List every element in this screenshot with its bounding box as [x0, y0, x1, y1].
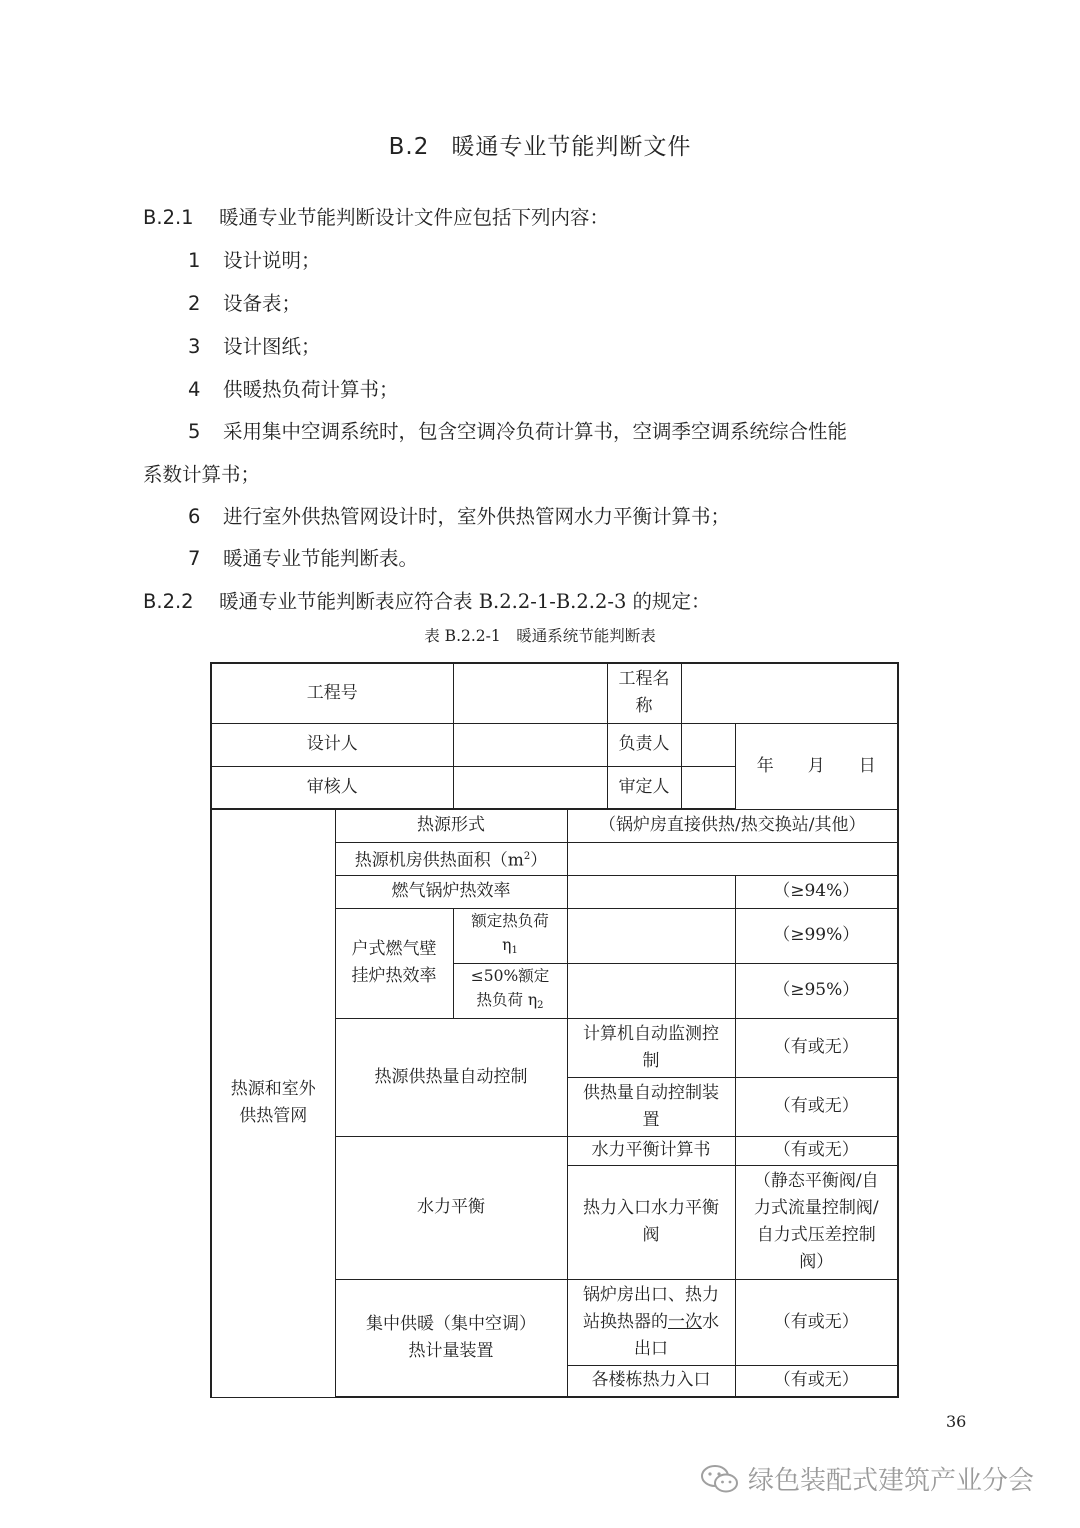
cell-gas-boiler-requirement: （≥94%） — [735, 875, 898, 908]
cell-heating-area-value — [567, 842, 898, 875]
label-line: 挂炉热效率 — [351, 966, 437, 986]
list-item — [188, 245, 321, 273]
label-line: 置 — [642, 1109, 660, 1130]
cell-gas-boiler: 燃气锅炉热效率 — [335, 875, 567, 908]
cell-date: 年 月 日 — [735, 723, 898, 809]
label-line: η — [502, 935, 512, 954]
cell-approver-label: 审定人 — [607, 766, 681, 809]
cell-building-entry-value: （有或无） — [735, 1365, 898, 1397]
label-line: 计算机自动监测控 — [583, 1023, 719, 1044]
cell-project-name-label — [607, 663, 681, 723]
label-line: 供热量自动控制装 — [583, 1082, 719, 1103]
cell-gas-boiler-value — [567, 875, 735, 908]
cell-heat-source-form-value: （锅炉房直接供热/热交换站/其他） — [567, 809, 898, 842]
clause-b222 — [143, 586, 711, 614]
cell-designer-label: 设计人 — [211, 723, 453, 766]
watermark — [700, 1460, 1034, 1497]
item-number: 4 — [188, 378, 201, 401]
item-text: 进行室外供热管网设计时，室外供热管网水力平衡计算书； — [223, 505, 731, 528]
cell-computer-monitor-value: （有或无） — [735, 1018, 898, 1077]
cell-auto-control: 热源供热量自动控制 — [335, 1018, 567, 1136]
label-underlined: 一次 — [668, 1311, 702, 1332]
cell-supply-control-value: （有或无） — [735, 1077, 898, 1136]
label-line: 供热管网 — [239, 1106, 308, 1127]
cell-responsible-label: 负责人 — [607, 723, 681, 766]
cell-balance-calc-value: （有或无） — [735, 1136, 898, 1165]
label-line: 力式流量控制阀/ — [753, 1198, 879, 1218]
cell-hydraulic-balance: 水力平衡 — [335, 1136, 567, 1279]
table-row — [211, 809, 898, 842]
cell-responsible-value — [681, 723, 735, 766]
item-text: 设备表； — [223, 292, 302, 315]
table-caption: 表 B.2.2-1 暖通系统节能判断表 — [424, 627, 656, 645]
label-line: 额定热负荷 — [471, 911, 549, 930]
item-number: 7 — [188, 547, 201, 570]
cell-group-label — [211, 809, 335, 1397]
clause-text: 暖通专业节能判断表应符合表 B.2.2-1-B.2.2-3 的规定： — [219, 590, 711, 613]
item-text: 供暖热负荷计算书； — [223, 378, 399, 401]
label-line: 工程名 — [618, 669, 670, 690]
cell-wall-boiler — [335, 908, 453, 1018]
list-item — [188, 501, 730, 529]
cell-supply-control — [567, 1077, 735, 1136]
cell-entry-valve — [567, 1165, 735, 1279]
area-label: 热源机房供热面积（m — [354, 850, 524, 871]
cell-partial-load-value — [567, 963, 735, 1018]
label-line: 热力入口水力平衡 — [583, 1198, 719, 1218]
list-item — [188, 374, 399, 402]
list-item — [188, 543, 418, 571]
area-close: ） — [530, 850, 548, 871]
area-superscript: 2 — [523, 850, 531, 862]
subscript: 2 — [537, 999, 544, 1011]
label-line: 热计量装置 — [408, 1340, 494, 1361]
label-line: 热源和室外 — [230, 1079, 316, 1100]
cell-entry-valve-value — [735, 1165, 898, 1279]
item-text: 设计说明； — [223, 249, 321, 272]
label-line: 户式燃气壁 — [351, 939, 437, 959]
cell-heat-source-form: 热源形式 — [335, 809, 567, 842]
list-item — [188, 288, 301, 316]
item-number: 5 — [188, 420, 201, 443]
cell-project-name-value — [681, 663, 898, 723]
section-heading — [0, 128, 1080, 161]
cell-metering — [335, 1279, 567, 1397]
cell-partial-load — [453, 963, 567, 1018]
cell-building-entry: 各楼栋热力入口 — [567, 1365, 735, 1397]
item-number: 3 — [188, 335, 201, 358]
item-text: 设计图纸； — [223, 335, 321, 358]
label-line: 热负荷 η — [476, 990, 538, 1009]
cell-rated-load-requirement: （≥99%） — [735, 908, 898, 963]
label-line: 阀 — [642, 1225, 660, 1245]
clause-b221 — [143, 202, 609, 230]
label-line: 制 — [642, 1050, 660, 1071]
cell-boiler-outlet-value: （有或无） — [735, 1279, 898, 1365]
wechat-icon — [700, 1463, 740, 1495]
cell-partial-load-requirement: （≥95%） — [735, 963, 898, 1018]
clause-number: B.2.1 — [143, 206, 194, 229]
cell-reviewer-value — [453, 766, 607, 809]
label-line: 称 — [635, 696, 653, 717]
item-number: 2 — [188, 292, 201, 315]
label-line: 锅炉房出口、热力 — [583, 1284, 719, 1305]
label-line: 自力式压差控制 — [756, 1225, 876, 1245]
table-row — [211, 723, 898, 766]
item-number: 6 — [188, 505, 201, 528]
label-line: 阀） — [799, 1252, 834, 1272]
item-number: 1 — [188, 249, 201, 272]
page-number: 36 — [946, 1412, 967, 1431]
list-item — [188, 416, 847, 444]
label-line: 出口 — [634, 1338, 668, 1359]
label-line: ≤50%额定 — [470, 966, 550, 985]
cell-rated-load — [453, 908, 567, 963]
list-item-continuation: 系数计算书； — [143, 463, 261, 486]
list-item — [188, 331, 321, 359]
label-line: （静态平衡阀/自 — [753, 1171, 879, 1191]
clause-text: 暖通专业节能判断设计文件应包括下列内容： — [219, 206, 610, 229]
section-title: 暖通专业节能判断文件 — [451, 134, 692, 160]
table-row — [211, 663, 898, 723]
cell-reviewer-label: 审核人 — [211, 766, 453, 809]
item-text: 采用集中空调系统时，包含空调冷负荷计算书，空调季空调系统综合性能 — [223, 420, 848, 443]
cell-project-no-value — [453, 663, 607, 723]
cell-approver-value — [681, 766, 735, 809]
subscript: 1 — [511, 944, 518, 956]
label-line: 站换热器的 — [583, 1311, 668, 1332]
label-line: 水 — [702, 1311, 719, 1332]
clause-number: B.2.2 — [143, 590, 194, 613]
watermark-text: 绿色装配式建筑产业分会 — [748, 1466, 1035, 1496]
cell-balance-calc: 水力平衡计算书 — [567, 1136, 735, 1165]
cell-rated-load-value — [567, 908, 735, 963]
energy-judgment-table — [210, 662, 899, 1398]
cell-computer-monitor — [567, 1018, 735, 1077]
section-number: B.2 — [388, 134, 430, 160]
cell-project-no-label: 工程号 — [211, 663, 453, 723]
cell-boiler-outlet — [567, 1279, 735, 1365]
item-text: 暖通专业节能判断表。 — [223, 547, 419, 570]
cell-designer-value — [453, 723, 607, 766]
cell-heating-area — [335, 842, 567, 875]
label-line: 集中供暖（集中空调） — [366, 1313, 536, 1334]
